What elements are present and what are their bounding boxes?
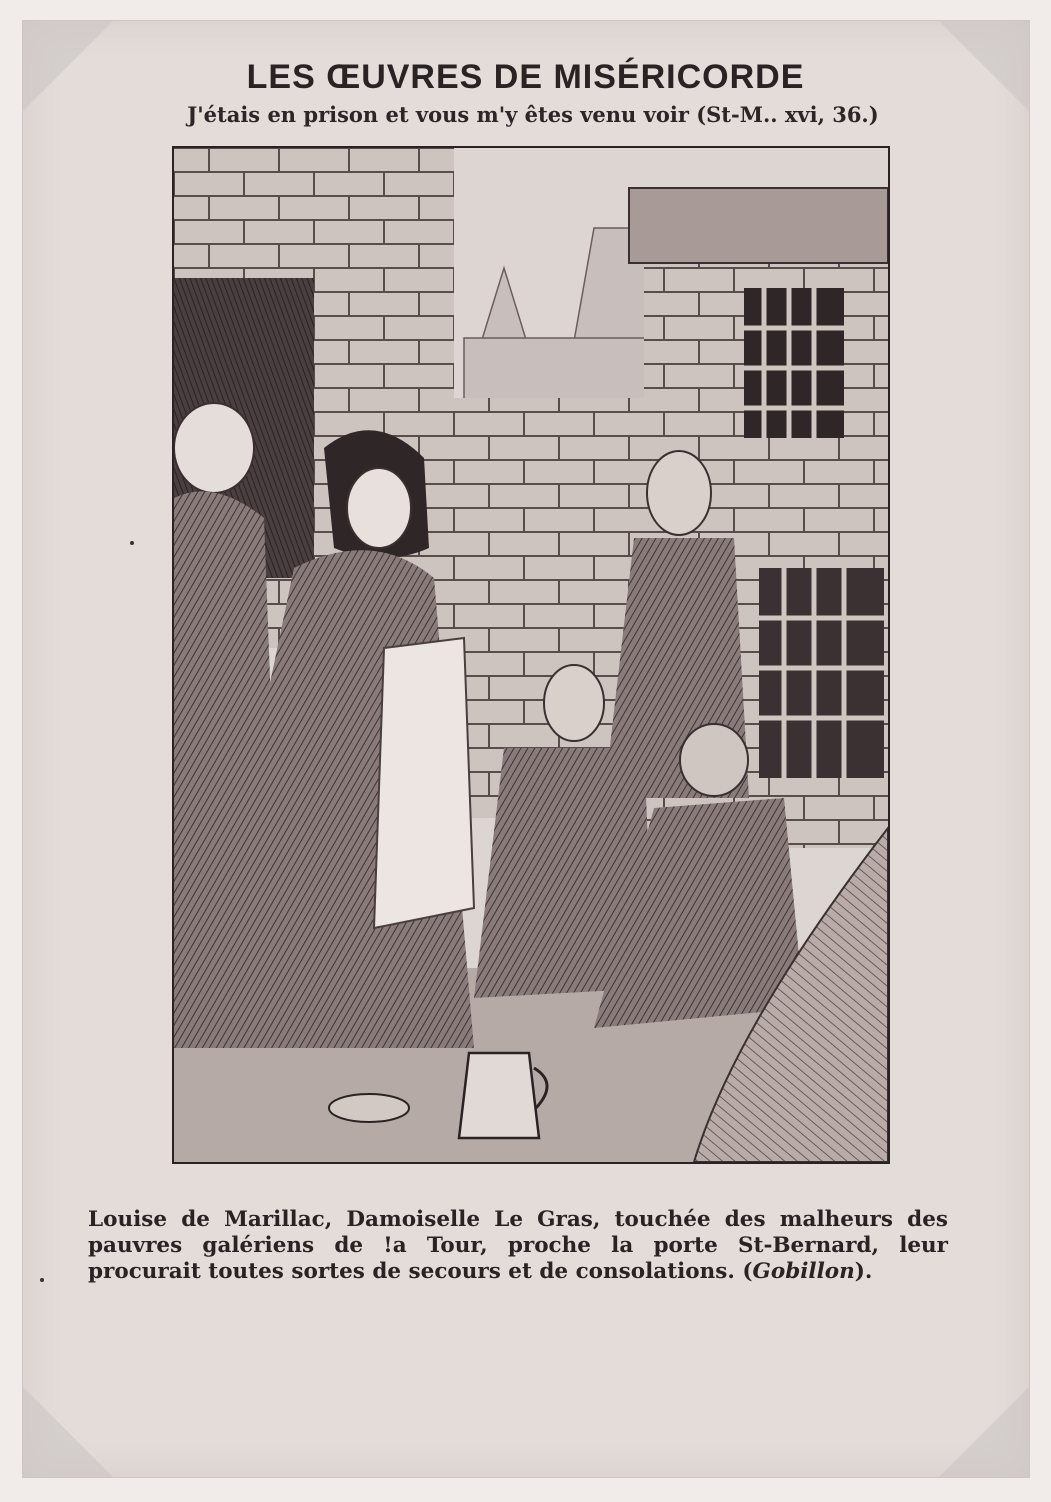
prison-scene-illustration (174, 148, 888, 1162)
bowl (329, 1094, 409, 1122)
barred-window (744, 288, 844, 438)
barred-window (759, 568, 884, 778)
card-subtitle: J'étais en prison et vous m'y êtes venu voir (St-M.. xvi, 36.) (187, 102, 879, 127)
caption-main: Louise de Marillac, Damoiselle Le Gras, touchée des malheurs des pauvres galériens de !a Tour, proche la porte St-Bernard, leur procurait toutes sortes de secours et de consolations. ( (88, 1207, 948, 1284)
illustration-plate (172, 146, 890, 1164)
print-speck (40, 1278, 44, 1282)
print-speck (130, 541, 134, 545)
card-title: LES ŒUVRES DE MISÉRICORDE (246, 58, 805, 96)
photo-corner (939, 1387, 1029, 1477)
linen-garments (374, 638, 474, 928)
caption-text (88, 1207, 948, 1285)
caption-source: Gobillon (752, 1259, 855, 1284)
caption-end: ). (854, 1259, 873, 1284)
photo-corner (23, 1387, 113, 1477)
